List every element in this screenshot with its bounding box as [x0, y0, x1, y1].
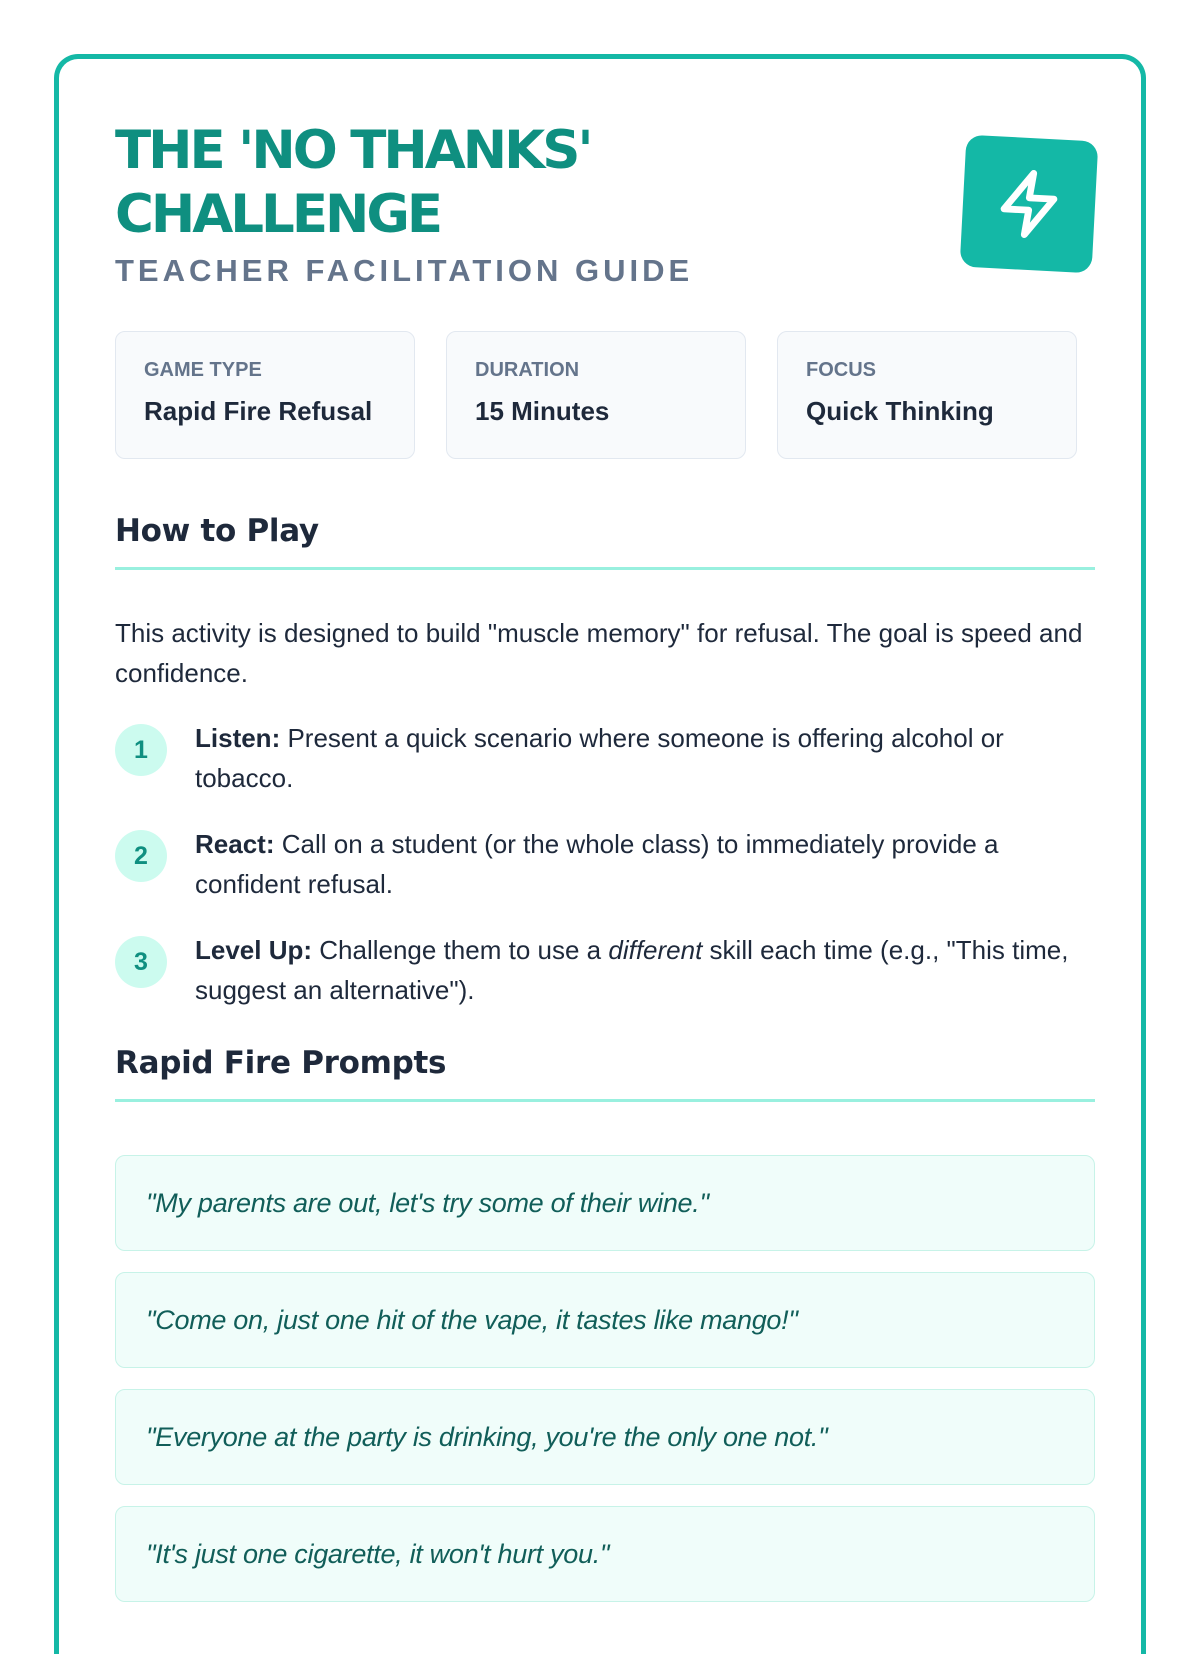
meta-value: Quick Thinking [806, 396, 994, 426]
step-label: React: [195, 829, 275, 859]
step-text-emphasis: different [608, 935, 703, 965]
intro-paragraph: This activity is designed to build "muscle memory" for refusal. The goal is speed and confidence. [115, 618, 1083, 688]
step-text: Present a quick scenario where someone is offering alcohol or tobacco. [195, 723, 1004, 793]
step-item [115, 930, 1095, 1010]
step-number-badge: 3 [115, 936, 167, 988]
prompt-card: "Everyone at the party is drinking, you're the only one not." [115, 1389, 1095, 1485]
section-title-how-to-play: How to Play [115, 511, 1095, 570]
step-number-badge: 1 [115, 724, 167, 776]
step-text: Call on a student (or the whole class) to immediately provide a confident refusal. [195, 829, 999, 899]
guide-card [54, 54, 1146, 1654]
steps-list [115, 718, 1095, 1036]
meta-label: FOCUS [806, 359, 876, 381]
step-item [115, 824, 1095, 904]
step-text-before: Challenge them to use a [319, 935, 602, 965]
lightning-bolt-icon [990, 165, 1068, 243]
step-text-after: skill each time (e.g., "This time, suggest an alternative"). [195, 935, 1069, 1005]
step-label: Listen: [195, 723, 281, 753]
meta-row [115, 331, 1095, 459]
prompt-card: "My parents are out, let's try some of their wine." [115, 1155, 1095, 1251]
meta-focus [777, 331, 1077, 459]
step-label: Level Up: [195, 935, 313, 965]
title-line-2: CHALLENGE [115, 184, 441, 245]
prompt-card: "It's just one cigarette, it won't hurt you." [115, 1506, 1095, 1602]
step-item [115, 718, 1095, 798]
meta-duration [446, 331, 746, 459]
prompt-card: "Come on, just one hit of the vape, it tastes like mango!" [115, 1272, 1095, 1368]
meta-label: GAME TYPE [144, 359, 262, 381]
title-line-1: THE 'NO THANKS' [115, 120, 591, 181]
meta-label: DURATION [475, 359, 580, 381]
meta-game-type [115, 331, 415, 459]
lightning-badge [960, 135, 1099, 274]
meta-value: Rapid Fire Refusal [144, 396, 373, 426]
page-title [115, 119, 755, 247]
header [115, 119, 1095, 289]
meta-value: 15 Minutes [475, 396, 610, 426]
prompt-list [115, 1155, 1095, 1623]
step-number-badge: 2 [115, 830, 167, 882]
page-subtitle: TEACHER FACILITATION GUIDE [115, 253, 694, 288]
section-title-prompts: Rapid Fire Prompts [115, 1043, 1095, 1102]
